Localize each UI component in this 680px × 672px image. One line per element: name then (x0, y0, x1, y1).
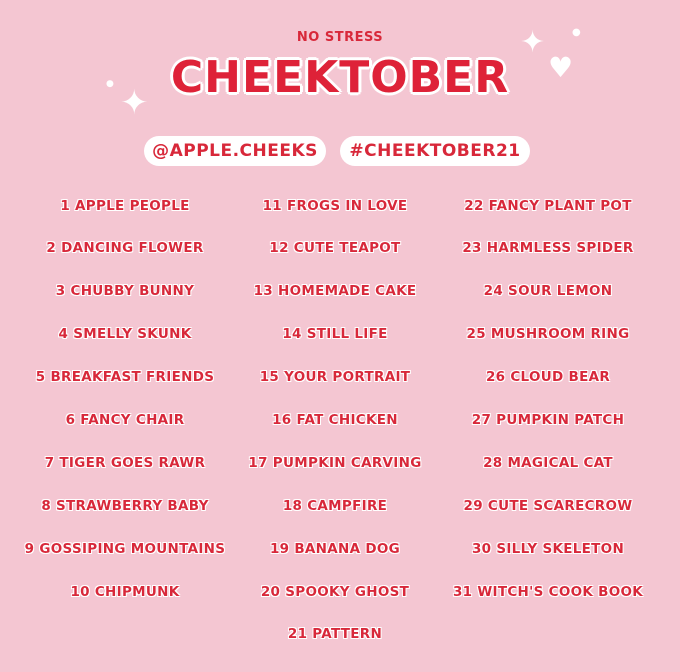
list-item: 2 DANCING FLOWER (46, 240, 204, 256)
list-item: 14 STILL LIFE (282, 326, 388, 342)
sparkle-icon: ✦ (520, 25, 546, 60)
list-item: 4 SMELLY SKUNK (58, 326, 192, 342)
hashtag-text: #CHEEKTOBER21 (349, 141, 521, 161)
heart-icon: ♥ (548, 51, 574, 84)
list-item: 10 CHIPMUNK (70, 584, 180, 600)
handle-badge (144, 136, 326, 166)
list-item: 8 STRAWBERRY BABY (41, 498, 209, 514)
list-item: 9 GOSSIPING MOUNTAINS (24, 541, 226, 557)
list-item: 27 PUMPKIN PATCH (471, 412, 625, 428)
page-title: CHEEKTOBER (170, 52, 510, 103)
list-item: 3 CHUBBY BUNNY (55, 283, 195, 299)
sparkle-icon: ✦ (120, 83, 149, 123)
list-item: 22 FANCY PLANT POT (464, 198, 632, 214)
list-item: 21 PATTERN (287, 626, 383, 642)
list-item: 29 CUTE SCARECROW (463, 498, 633, 514)
list-item: 24 SOUR LEMON (483, 283, 613, 299)
list-item: 23 HARMLESS SPIDER (462, 240, 634, 256)
list-item: 13 HOMEMADE CAKE (253, 283, 417, 299)
list-item: 1 APPLE PEOPLE (60, 198, 190, 214)
list-item: 6 FANCY CHAIR (65, 412, 185, 428)
list-item: 15 YOUR PORTRAIT (259, 369, 411, 385)
list-item: 18 CAMPFIRE (282, 498, 388, 514)
list-item: 12 CUTE TEAPOT (269, 240, 401, 256)
list-item: 25 MUSHROOM RING (466, 326, 630, 342)
list-item: 20 SPOOKY GHOST (260, 584, 410, 600)
list-item: 26 CLOUD BEAR (485, 369, 611, 385)
list-item: 5 BREAKFAST FRIENDS (35, 369, 215, 385)
handle-text: @APPLE.CHEEKS (152, 141, 318, 161)
list-item: 19 BANANA DOG (269, 541, 401, 557)
subtitle: NO STRESS (296, 30, 384, 45)
dot-icon: ● (572, 27, 581, 38)
list-item: 28 MAGICAL CAT (483, 455, 613, 471)
hashtag-badge (340, 136, 530, 166)
list-item: 30 SILLY SKELETON (471, 541, 625, 557)
dot-icon: ● (106, 79, 114, 89)
list-item: 7 TIGER GOES RAWR (44, 455, 206, 471)
list-item: 16 FAT CHICKEN (272, 412, 398, 428)
list-item: 31 WITCH'S COOK BOOK (452, 584, 644, 600)
list-item: 17 PUMPKIN CARVING (248, 455, 422, 471)
list-item: 11 FROGS IN LOVE (262, 198, 408, 214)
